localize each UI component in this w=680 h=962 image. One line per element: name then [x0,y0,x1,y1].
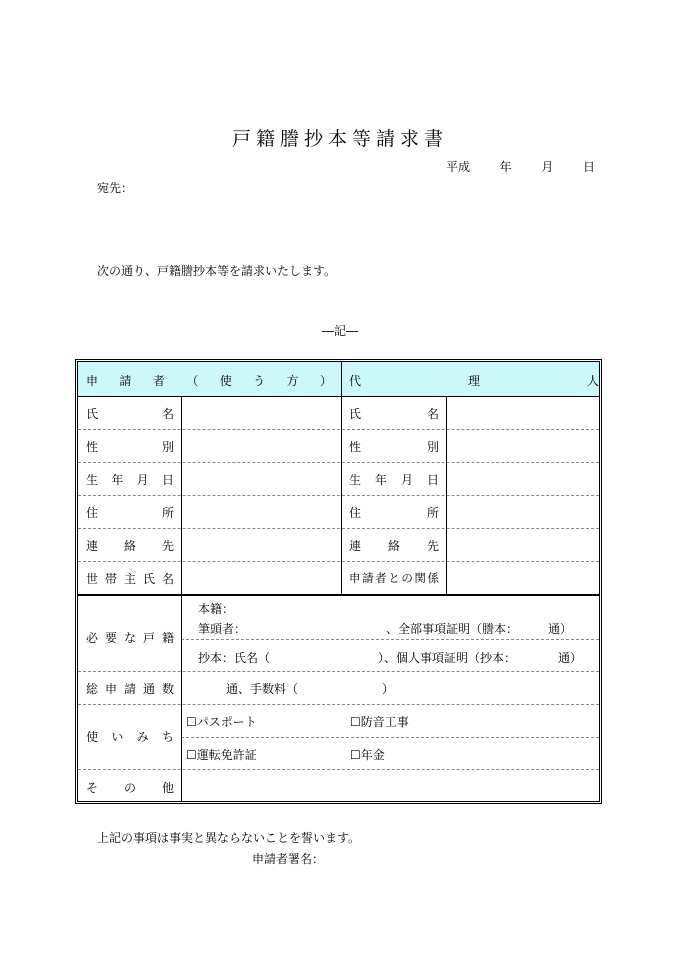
relationship-field[interactable] [447,562,599,594]
label-required-register: 必 要 な 戸 籍 [86,631,174,645]
agent-contact-field[interactable] [447,529,599,561]
signature-label: 申請者署名： [252,852,325,866]
applicant-header: 申 請 者 （ 使 う 方 ） [86,374,332,388]
other-field[interactable] [182,770,599,800]
label-applicant-gender: 性 別 [86,440,174,454]
oath-text: 上記の事項は事実と異ならないことを誓います。 [97,831,361,845]
label-usage: 使 い み ち [86,730,174,744]
row-line [78,671,599,672]
col-line [341,362,342,594]
label-relationship: 申 請 者 と の 関 係 [349,571,439,585]
label-applicant-contact: 連 絡 先 [86,539,174,553]
label-agent-address: 住 所 [349,506,439,520]
ki-heading: ―記― [321,324,358,338]
label-agent-name: 氏 名 [349,407,439,421]
date-month: 月 [541,160,554,174]
checkbox-drivers-license[interactable]: ☐運転免許証 [186,748,257,762]
addressee-label: 宛先： [97,181,134,195]
checkbox-pension[interactable]: ☐年金 [350,748,385,762]
label-other: そ の 他 [86,781,174,795]
applicant-contact-field[interactable] [182,529,340,561]
row-line [78,704,599,705]
row-line [181,737,599,738]
label-applicant-birthdate: 生 年 月 日 [86,473,174,487]
date-era: 平成 [446,160,471,174]
household-head-name-field[interactable] [182,562,340,594]
date-year: 年 [499,160,512,174]
section-line [78,594,599,596]
shohon-text: 抄本：氏名（ ）、個人事項証明（抄本： 通） [198,651,583,665]
page-title: 戸籍謄抄本等請求書 [231,128,448,150]
agent-header: 代 理 人 [349,374,599,388]
agent-name-field[interactable] [447,397,599,429]
label-household-head-name: 世 帯 主 氏 名 [86,572,174,586]
applicant-address-field[interactable] [182,496,340,528]
date-day: 日 [583,160,596,174]
applicant-gender-field[interactable] [182,430,340,462]
agent-gender-field[interactable] [447,430,599,462]
date-line [446,158,595,175]
full-certificate-text: 、全部事項証明（謄本： 通） [386,622,573,636]
checkbox-soundproofing[interactable]: ☐防音工事 [350,715,409,729]
honseki-label: 本籍： [198,602,235,616]
applicant-birthdate-field[interactable] [182,463,340,495]
agent-birthdate-field[interactable] [447,463,599,495]
hittousha-label: 筆頭者： [198,622,247,636]
label-agent-contact: 連 絡 先 [349,539,439,553]
applicant-name-field[interactable] [182,397,340,429]
row-line [181,639,599,640]
checkbox-passport[interactable]: ☐パスポート [186,715,257,729]
label-applicant-name: 氏 名 [86,407,174,421]
label-applicant-address: 住 所 [86,506,174,520]
total-fee-text: 通、手数料（ ） [226,682,395,696]
request-form-table [75,359,602,804]
label-agent-birthdate: 生 年 月 日 [349,473,439,487]
label-agent-gender: 性 別 [349,440,439,454]
agent-address-field[interactable] [447,496,599,528]
intro-text: 次の通り、戸籍謄抄本等を請求いたします。 [97,264,337,278]
label-total-requests: 総 申 請 通 数 [86,682,174,696]
